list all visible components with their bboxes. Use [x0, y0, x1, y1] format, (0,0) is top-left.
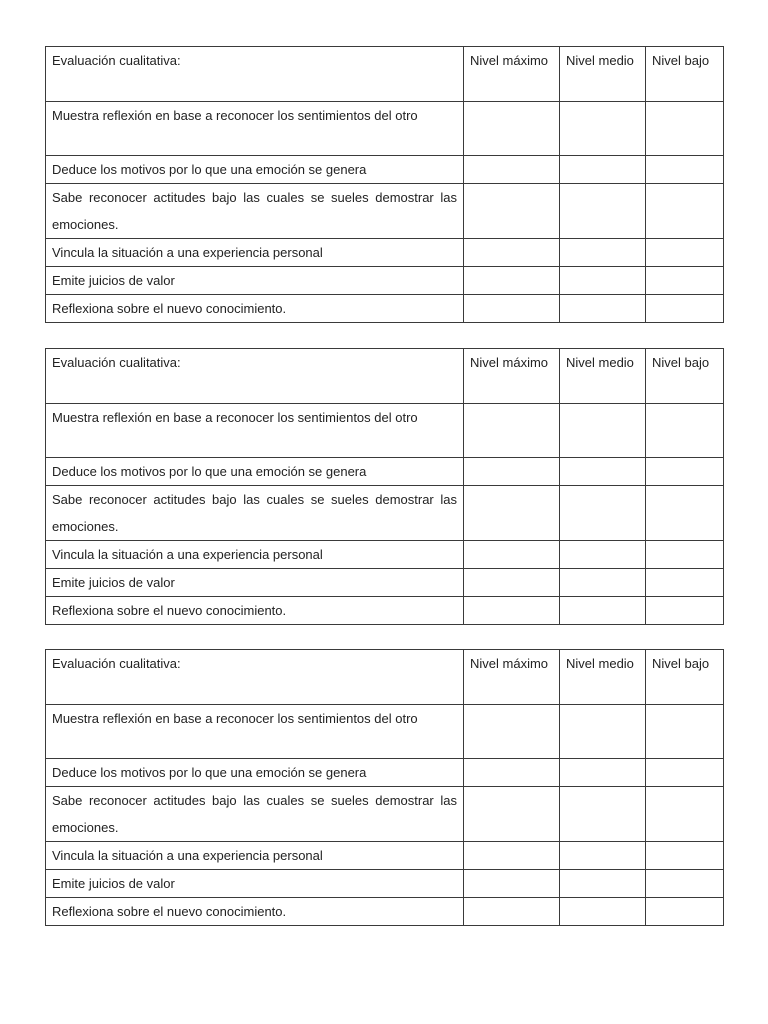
rating-cell-max[interactable] — [464, 102, 560, 156]
rating-cell-mid[interactable] — [560, 870, 646, 898]
header-level-low: Nivel bajo — [646, 47, 724, 102]
rating-cell-mid[interactable] — [560, 597, 646, 625]
header-row — [46, 650, 724, 705]
rating-cell-max[interactable] — [464, 870, 560, 898]
header-level-low: Nivel bajo — [646, 349, 724, 404]
rating-cell-max[interactable] — [464, 541, 560, 569]
header-level-max: Nivel máximo — [464, 349, 560, 404]
rating-cell-low[interactable] — [646, 404, 724, 458]
rating-cell-mid[interactable] — [560, 295, 646, 323]
criterion-cell: Emite juicios de valor — [46, 870, 464, 898]
criterion-cell: Deduce los motivos por lo que una emoción se genera — [46, 759, 464, 787]
rating-cell-max[interactable] — [464, 898, 560, 926]
table-row — [46, 842, 724, 870]
rating-cell-mid[interactable] — [560, 404, 646, 458]
rating-cell-mid[interactable] — [560, 759, 646, 787]
criterion-cell: Muestra reflexión en base a reconocer los sentimientos del otro — [46, 705, 464, 759]
rating-cell-low[interactable] — [646, 541, 724, 569]
criterion-cell: Reflexiona sobre el nuevo conocimiento. — [46, 597, 464, 625]
header-title-cell: Evaluación cualitativa: — [46, 650, 464, 705]
rating-cell-low[interactable] — [646, 569, 724, 597]
table-row — [46, 759, 724, 787]
rubric-table-2 — [45, 348, 724, 625]
table-row — [46, 102, 724, 156]
rating-cell-mid[interactable] — [560, 787, 646, 842]
header-title-cell: Evaluación cualitativa: — [46, 47, 464, 102]
table-row — [46, 458, 724, 486]
rating-cell-low[interactable] — [646, 267, 724, 295]
rubric-table-1 — [45, 46, 724, 323]
rating-cell-low[interactable] — [646, 787, 724, 842]
rating-cell-mid[interactable] — [560, 705, 646, 759]
rating-cell-low[interactable] — [646, 156, 724, 184]
rating-cell-low[interactable] — [646, 597, 724, 625]
table-row — [46, 597, 724, 625]
header-title-cell: Evaluación cualitativa: — [46, 349, 464, 404]
table-row — [46, 705, 724, 759]
table-row — [46, 267, 724, 295]
rating-cell-mid[interactable] — [560, 569, 646, 597]
rating-cell-mid[interactable] — [560, 102, 646, 156]
rating-cell-max[interactable] — [464, 458, 560, 486]
header-level-low: Nivel bajo — [646, 650, 724, 705]
rating-cell-low[interactable] — [646, 102, 724, 156]
header-row — [46, 47, 724, 102]
criterion-cell: Muestra reflexión en base a reconocer los sentimientos del otro — [46, 404, 464, 458]
rating-cell-max[interactable] — [464, 295, 560, 323]
criterion-cell: Vincula la situación a una experiencia personal — [46, 541, 464, 569]
rating-cell-max[interactable] — [464, 267, 560, 295]
rating-cell-max[interactable] — [464, 597, 560, 625]
rating-cell-max[interactable] — [464, 239, 560, 267]
header-level-max: Nivel máximo — [464, 47, 560, 102]
criterion-cell: Sabe reconocer actitudes bajo las cuales se sueles demostrar las emociones. — [46, 486, 464, 541]
table-row — [46, 541, 724, 569]
rating-cell-max[interactable] — [464, 705, 560, 759]
criterion-cell: Sabe reconocer actitudes bajo las cuales se sueles demostrar las emociones. — [46, 787, 464, 842]
rating-cell-low[interactable] — [646, 870, 724, 898]
rating-cell-mid[interactable] — [560, 184, 646, 239]
table-row — [46, 404, 724, 458]
rating-cell-mid[interactable] — [560, 156, 646, 184]
rubric-table-3 — [45, 649, 724, 926]
rating-cell-low[interactable] — [646, 295, 724, 323]
header-row — [46, 349, 724, 404]
criterion-cell: Vincula la situación a una experiencia personal — [46, 842, 464, 870]
rating-cell-low[interactable] — [646, 898, 724, 926]
criterion-cell: Reflexiona sobre el nuevo conocimiento. — [46, 295, 464, 323]
criterion-cell: Sabe reconocer actitudes bajo las cuales se sueles demostrar las emociones. — [46, 184, 464, 239]
rating-cell-low[interactable] — [646, 184, 724, 239]
rating-cell-max[interactable] — [464, 156, 560, 184]
table-row — [46, 239, 724, 267]
rating-cell-low[interactable] — [646, 842, 724, 870]
table-row — [46, 898, 724, 926]
rating-cell-mid[interactable] — [560, 486, 646, 541]
rating-cell-mid[interactable] — [560, 541, 646, 569]
rating-cell-mid[interactable] — [560, 239, 646, 267]
table-row — [46, 156, 724, 184]
rating-cell-max[interactable] — [464, 787, 560, 842]
criterion-cell: Vincula la situación a una experiencia personal — [46, 239, 464, 267]
header-level-mid: Nivel medio — [560, 349, 646, 404]
rating-cell-low[interactable] — [646, 239, 724, 267]
rating-cell-low[interactable] — [646, 486, 724, 541]
rating-cell-max[interactable] — [464, 759, 560, 787]
rating-cell-mid[interactable] — [560, 898, 646, 926]
rating-cell-low[interactable] — [646, 458, 724, 486]
rating-cell-low[interactable] — [646, 705, 724, 759]
criterion-cell: Muestra reflexión en base a reconocer los sentimientos del otro — [46, 102, 464, 156]
rating-cell-max[interactable] — [464, 184, 560, 239]
rating-cell-max[interactable] — [464, 842, 560, 870]
table-row — [46, 787, 724, 842]
criterion-cell: Deduce los motivos por lo que una emoción se genera — [46, 156, 464, 184]
criterion-cell: Deduce los motivos por lo que una emoción se genera — [46, 458, 464, 486]
header-level-max: Nivel máximo — [464, 650, 560, 705]
rating-cell-max[interactable] — [464, 569, 560, 597]
header-level-mid: Nivel medio — [560, 650, 646, 705]
rating-cell-low[interactable] — [646, 759, 724, 787]
table-row — [46, 486, 724, 541]
criterion-cell: Emite juicios de valor — [46, 267, 464, 295]
table-row — [46, 295, 724, 323]
table-row — [46, 184, 724, 239]
rating-cell-mid[interactable] — [560, 267, 646, 295]
rating-cell-max[interactable] — [464, 404, 560, 458]
rating-cell-mid[interactable] — [560, 458, 646, 486]
table-row — [46, 870, 724, 898]
criterion-cell: Emite juicios de valor — [46, 569, 464, 597]
table-row — [46, 569, 724, 597]
rating-cell-mid[interactable] — [560, 842, 646, 870]
header-level-mid: Nivel medio — [560, 47, 646, 102]
rating-cell-max[interactable] — [464, 486, 560, 541]
criterion-cell: Reflexiona sobre el nuevo conocimiento. — [46, 898, 464, 926]
